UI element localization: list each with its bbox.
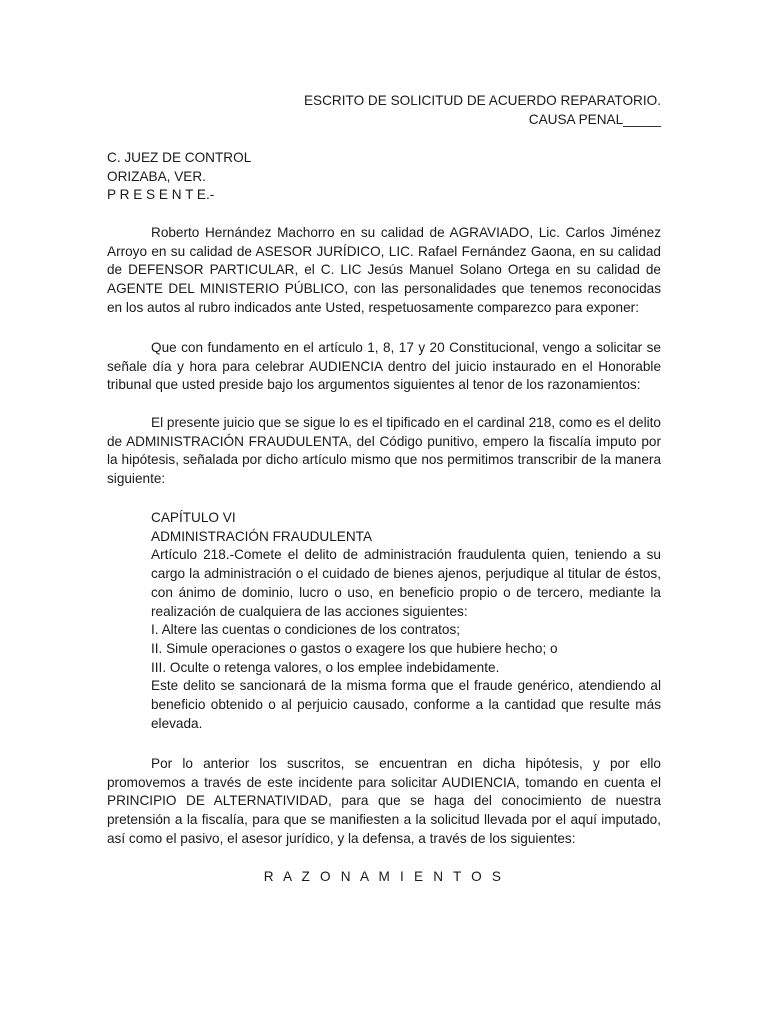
paragraph-text: Que con fundamento en el artículo 1, 8, 17 y 20 Constitucional, vengo a solicitar se señale día y hora para celebrar AUDIENCIA dentro del juicio instaurado en el Honorable tribunal que usted preside bajo los argumentos siguientes al tenor de los razonamientos: [107, 340, 661, 393]
addressee-city: ORIZABA, VER. [107, 168, 206, 184]
quote-heading: ADMINISTRACIÓN FRAUDULENTA [151, 528, 373, 544]
quoted-article [151, 509, 661, 733]
paragraph-petition [107, 755, 661, 849]
addressee-block [107, 149, 661, 205]
paragraph-parties [107, 224, 661, 318]
section-title-razonamientos: R A Z O N A M I E N T O S [263, 869, 505, 884]
addressee-judge: C. JUEZ DE CONTROL [107, 150, 252, 165]
quote-article-text: Artículo 218.-Comete el delito de administración fraudulenta quien, teniendo a su cargo la administración o el cuidado de bienes ajenos, perjudique al titular de éstos, con ánimo de dominio, lucro o uso, en beneficio propio o de tercero, mediante la realización de cualquiera de las acciones siguientes: [151, 547, 661, 619]
quote-closing: Este delito se sancionará de la misma forma que el fraude genérico, atendiendo al beneficio obtenido o al perjuicio causado, conforme a la cantidad que resulte más elevada. [151, 678, 661, 731]
quote-item: II. Simule operaciones o gastos o exagere los que hubiere hecho; o [151, 640, 558, 656]
document-title: ESCRITO DE SOLICITUD DE ACUERDO REPARATORIO. [303, 93, 661, 108]
quote-item: III. Oculte o retenga valores, o los emplee indebidamente. [151, 659, 500, 675]
paragraph-text: Por lo anterior los suscritos, se encuentran en dicha hipótesis, y por ello promovemos a través de este incidente para solicitar AUDIENCIA, tomando en cuenta el PRINCIPIO DE ALTERNATIVIDAD, para que se haga del conocimiento de nuestra pretensión a la fiscalía, para que se manifiesten a la solicitud llevada por el aquí imputado, así como el pasivo, el asesor jurídico, y la defensa, a través de los siguientes: [107, 756, 661, 846]
paragraph-crime [107, 414, 661, 489]
addressee-presente: P R E S E N T E.- [107, 187, 215, 203]
paragraph-text: Roberto Hernández Machorro en su calidad de AGRAVIADO, Lic. Carlos Jiménez Arroyo en su calidad de ASESOR JURÍDICO, LIC. Rafael Fernández Gaona, en su calidad de DEFENSOR PARTICULAR, el C. LIC Jesús Manuel Solano Ortega en su calidad de AGENTE DEL MINISTERIO PÚBLICO, con las personalidades que tenemos reconocidas en los autos al rubro indicados ante Usted, respetuosamente comparezco para exponer: [107, 225, 661, 315]
paragraph-text: El presente juicio que se sigue lo es el tipificado en el cardinal 218, como es el delito de ADMINISTRACIÓN FRAUDULENTA, del Código punitivo, empero la fiscalía imputo por la hipótesis, señalada por dicho artículo mismo que nos permitimos transcribir de la manera siguiente: [107, 415, 661, 487]
causa-penal-line: CAUSA PENAL_____ [528, 111, 661, 127]
document-header [107, 92, 661, 129]
quote-item: I. Altere las cuentas o condiciones de los contratos; [151, 622, 461, 638]
quote-chapter: CAPÍTULO VI [151, 510, 236, 525]
paragraph-request [107, 339, 661, 395]
